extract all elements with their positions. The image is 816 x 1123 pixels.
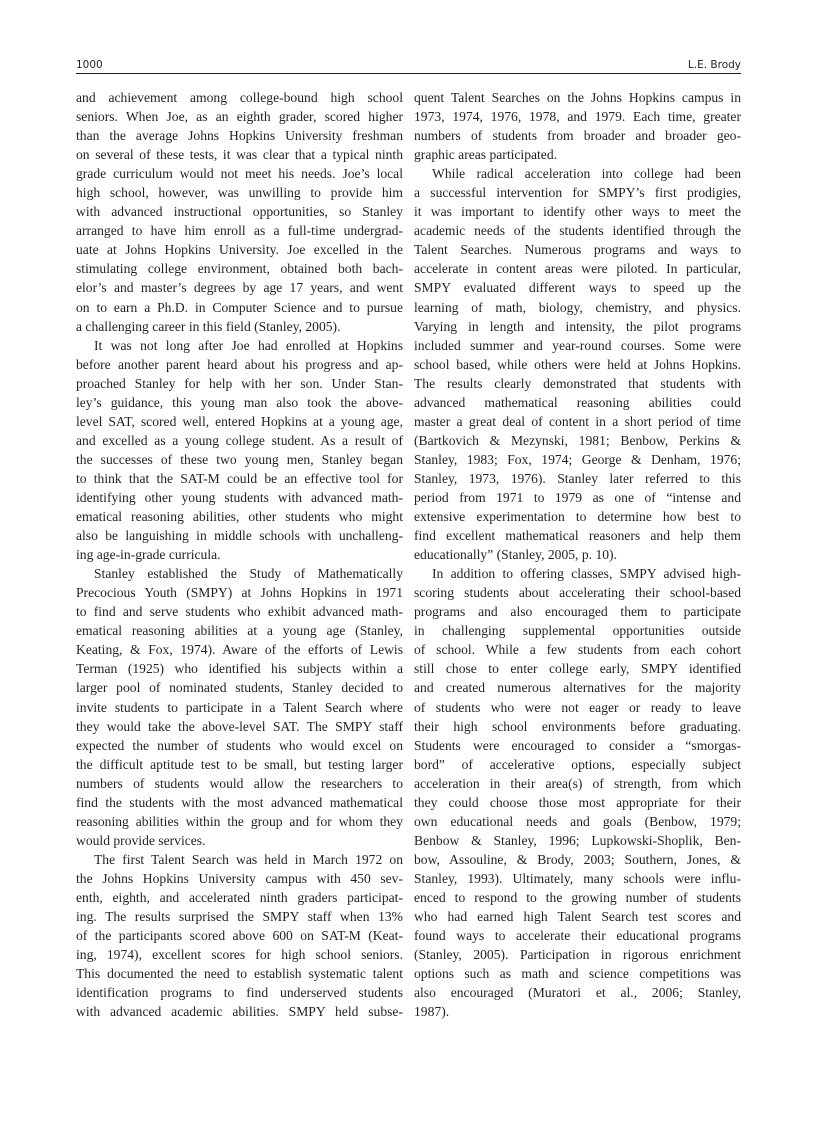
text-line: (Bartkovich & Mezynski, 1981; Benbow, Perkins & — [414, 432, 741, 448]
text-line: SMPY evaluated different ways to speed up the — [414, 280, 741, 296]
text-line: bord” of accelerative options, especially subject — [414, 756, 741, 772]
text-line: graphic areas participated. — [414, 147, 558, 163]
text-line: the Johns Hopkins University campus with 450 sev- — [76, 870, 403, 886]
text-line: Stanley, 1973, 1976). Stanley later referred to this — [414, 470, 741, 486]
text-line: ematical reasoning abilities at a young age (Stanley, — [76, 623, 403, 639]
text-line: academic needs of the students identified through the — [414, 223, 741, 239]
text-line: ing. The results surprised the SMPY staff when 13% — [76, 909, 403, 925]
text-line: ing age-in-grade curricula. — [76, 547, 221, 563]
text-line: grade curriculum would not meet his needs. Joe’s local — [76, 166, 403, 182]
text-line: who had earned high Talent Search test scores and — [414, 909, 741, 925]
text-line: level SAT, scored well, entered Hopkins at a young age, — [76, 413, 403, 429]
text-line: stimulating college environment, obtained both bach- — [76, 261, 403, 277]
text-line: of the participants scored above 600 on SAT-M (Keat- — [76, 928, 403, 944]
text-line: also encouraged (Muratori et al., 2006; Stanley, — [414, 985, 741, 1001]
text-line: 1973, 1974, 1976, 1978, and 1979. Each time, greater — [414, 109, 741, 125]
text-line: options such as math and science competitions was — [414, 966, 741, 982]
text-line: advanced mathematical reasoning abilities could — [414, 394, 741, 410]
text-line: uate at Johns Hopkins University. Joe excelled in the — [76, 242, 403, 258]
text-line: Terman (1925) who identified his subjects within a — [76, 661, 403, 677]
text-line: on to earn a Ph.D. in Computer Science and to pursue — [76, 299, 403, 315]
text-line: ematical reasoning abilities, other students who might — [76, 509, 403, 525]
text-line: find the students with the most advanced mathematical — [76, 794, 403, 810]
text-line: in challenging supplemental opportunities outside — [414, 623, 741, 639]
text-line: 1987). — [414, 1004, 450, 1020]
text-line: This documented the need to establish systematic talent — [76, 966, 403, 982]
text-line: Stanley, 1993). Ultimately, many schools were influ- — [414, 870, 741, 886]
text-line: find excellent mathematical reasoners and help them — [414, 528, 741, 544]
right-column — [414, 88, 741, 1021]
text-line: with advanced instructional opportunities, so Stanley — [76, 204, 403, 220]
text-line: (Stanley, 2005). Participation in rigorous enrichment — [414, 947, 741, 963]
text-line: bow, Assouline, & Brody, 2003; Southern, Jones, & — [414, 851, 741, 867]
text-line: a successful intervention for SMPY’s first prodigies, — [414, 185, 741, 201]
text-line: numbers of students would allow the researchers to — [76, 775, 403, 791]
text-line: than the average Johns Hopkins University freshman — [76, 128, 403, 144]
text-line: acceleration in their area(s) of strength, from which — [414, 775, 741, 791]
text-line: ley’s guidance, this young man also took the above- — [76, 394, 403, 410]
text-line: Stanley established the Study of Mathematically — [94, 566, 403, 582]
text-line: quent Talent Searches on the Johns Hopkins campus in — [414, 90, 741, 105]
text-line: proached Stanley for help with her son. Under Stan- — [76, 375, 403, 391]
text-line: of school. While a few students from each cohort — [414, 642, 741, 658]
running-head-author: L.E. Brody — [687, 59, 741, 71]
text-line: While radical acceleration into college had been — [432, 166, 741, 182]
text-line: with advanced academic abilities. SMPY held subse- — [76, 1004, 403, 1020]
text-line: educationally” (Stanley, 2005, p. 10). — [414, 547, 617, 563]
text-line: high school, however, was unwilling to provide him — [76, 185, 403, 201]
text-line: own educational needs and goals (Benbow, 1979; — [414, 813, 741, 829]
text-line: they could choose those most appropriate for their — [414, 794, 741, 810]
text-line: identifying other young students with advanced math- — [76, 489, 403, 505]
text-line: In addition to offering classes, SMPY advised high- — [432, 566, 741, 582]
text-line: identification programs to find underserved students — [76, 985, 403, 1001]
text-line: learning of math, biology, chemistry, and physics. — [414, 299, 741, 315]
text-line: and achievement among college-bound high school — [76, 90, 403, 105]
text-line: invite students to participate in a Talent Search where — [76, 699, 403, 715]
text-line: The first Talent Search was held in March 1972 on — [94, 851, 403, 867]
text-line: period from 1971 to 1979 as one of “intense and — [414, 489, 741, 505]
text-line: and excelled as a young college student. As a result of — [76, 432, 403, 448]
text-line: to think that the SAT-M could be an effective tool for — [76, 470, 403, 486]
body-paragraph — [76, 88, 403, 336]
text-line: arranged to have him enroll as a full-time undergrad- — [76, 223, 403, 239]
text-line: on several of these tests, it was clear that a typical ninth — [76, 147, 403, 163]
text-line: their high school environments before graduating. — [414, 718, 741, 734]
text-line: school based, while others were held at Johns Hopkins. — [414, 356, 741, 372]
page-number: 1000 — [76, 59, 103, 71]
text-line: included summer and year-round courses. Some were — [414, 337, 741, 353]
text-line: they would take the above-level SAT. The SMPY staff — [76, 718, 403, 734]
text-line: enth, eighth, and accelerated ninth graders participat- — [76, 889, 403, 905]
text-line: of students who were not eager or ready to leave — [414, 699, 741, 715]
text-line: scoring students about accelerating their school-based — [414, 585, 741, 601]
text-line: elor’s and master’s degrees by age 17 years, and went — [76, 280, 403, 296]
text-line: the successes of these two young men, Stanley began — [76, 451, 403, 467]
body-paragraph — [76, 564, 403, 850]
text-line: also be languishing in middle schools with unchalleng- — [76, 528, 403, 544]
text-line: extensive experimentation to determine how best to — [414, 509, 741, 525]
text-line: a challenging career in this field (Stanley, 2005). — [76, 318, 341, 334]
text-line: before another parent heard about his progress and ap- — [76, 356, 403, 372]
text-line: found ways to accelerate their educational programs — [414, 928, 741, 944]
text-line: the difficult aptitude test to be small, but testing larger — [76, 756, 403, 772]
text-line: reasoning abilities within the group and for whom they — [76, 813, 403, 829]
running-head — [76, 58, 741, 73]
header-rule — [76, 73, 741, 74]
text-line: would provide services. — [76, 832, 206, 848]
text-line: expected the number of students who would excel on — [76, 737, 403, 753]
text-line: to find and serve students who exhibit advanced math- — [76, 604, 403, 620]
text-line: it was important to identify other ways to meet the — [414, 204, 741, 220]
text-line: Precocious Youth (SMPY) at Johns Hopkins in 1971 — [76, 585, 403, 601]
text-line: still chose to enter college early, SMPY identified — [414, 661, 741, 677]
text-line: programs and also encouraged them to participate — [414, 604, 741, 620]
body-paragraph — [414, 88, 741, 164]
text-line: It was not long after Joe had enrolled at Hopkins — [94, 337, 403, 353]
text-line: and created numerous alternatives for the majority — [414, 680, 741, 696]
text-line: Talent Searches. Numerous programs and ways to — [414, 242, 741, 258]
text-line: Varying in length and intensity, the pilot programs — [414, 318, 741, 334]
text-line: Students were encouraged to consider a “smorgas- — [414, 737, 741, 753]
text-line: Keating, & Fox, 1974). Aware of the efforts of Lewis — [76, 642, 403, 658]
text-line: enced to respond to the growing number of students — [414, 889, 741, 905]
text-line: numbers of students from broader and broader geo- — [414, 128, 741, 144]
text-line: accelerate in content areas were piloted. In particular, — [414, 261, 741, 277]
body-paragraph — [414, 564, 741, 1021]
text-line: master a great deal of content in a short period of time — [414, 413, 741, 429]
body-paragraph — [76, 850, 403, 1021]
text-line: Benbow & Stanley, 1996; Lupkowski-Shoplik, Ben- — [414, 832, 741, 848]
body-paragraph — [76, 336, 403, 565]
text-line: Stanley, 1983; Fox, 1974; George & Denham, 1976; — [414, 451, 741, 467]
text-line: ing, 1974), excellent scores for high school seniors. — [76, 947, 403, 963]
text-line: The results clearly demonstrated that students with — [414, 375, 741, 391]
left-column — [76, 88, 403, 1021]
body-paragraph — [414, 164, 741, 564]
text-line: seniors. When Joe, as an eighth grader, scored higher — [76, 109, 403, 125]
text-line: larger pool of nominated students, Stanley decided to — [76, 680, 403, 696]
